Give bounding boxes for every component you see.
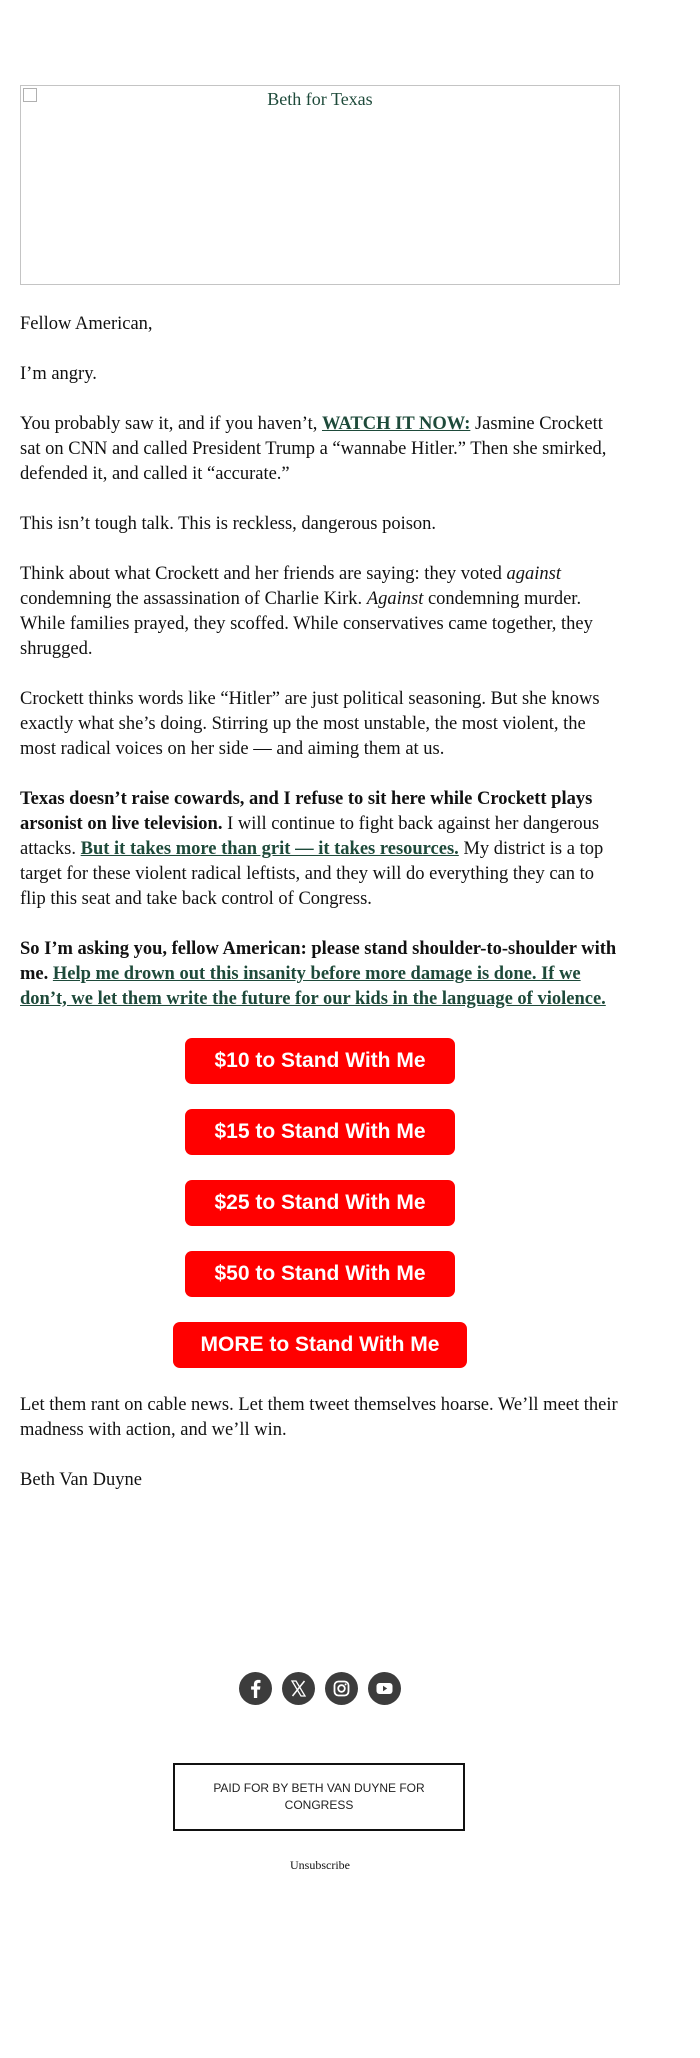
paragraph-think xyxy=(20,562,620,662)
paragraph-watch-text-2: Jasmine Crockett sat on CNN and called President Trump a “wannabe Hitler.” Then she smirked, defended it, and called it “accurate.” xyxy=(20,414,607,484)
donate-10-button[interactable]: $10 to Stand With Me xyxy=(185,1038,455,1084)
paragraph-ask xyxy=(20,937,620,1012)
donate-more-button[interactable]: MORE to Stand With Me xyxy=(173,1322,467,1368)
x-icon[interactable] xyxy=(282,1672,315,1705)
instagram-icon[interactable] xyxy=(325,1672,358,1705)
paragraph-texas-text-2: My district is a top target for these violent radical leftists, and they will do everything they can to flip this seat and take back control of Congress. xyxy=(20,839,604,909)
paragraph-crockett: Crockett thinks words like “Hitler” are just political seasoning. But she knows exactly what she’s doing. Stirring up the most unstable, the most violent, the most radical voices on her side — and aiming them at us. xyxy=(20,689,600,759)
paragraph-texas xyxy=(20,787,620,912)
donate-50-button[interactable]: $50 to Stand With Me xyxy=(185,1251,455,1297)
facebook-icon[interactable] xyxy=(239,1672,272,1705)
resources-link[interactable]: But it takes more than grit — it takes resources. xyxy=(80,839,459,859)
donate-15-button[interactable]: $15 to Stand With Me xyxy=(185,1109,455,1155)
header-image[interactable] xyxy=(20,85,620,285)
paragraph-closing: Let them rant on cable news. Let them tweet themselves hoarse. We’ll meet their madness with action, and we’ll win. xyxy=(20,1395,618,1440)
emphasis-against: against xyxy=(506,564,561,584)
paragraph-watch xyxy=(20,412,620,487)
header-image-alt: Beth for Texas xyxy=(267,89,373,109)
paragraph-think-text-2: condemning the assassination of Charlie Kirk. xyxy=(20,589,367,609)
email-body xyxy=(20,85,620,1493)
emphasis-against-2: Against xyxy=(366,589,424,609)
paragraph-angry: I’m angry. xyxy=(20,364,97,384)
social-links xyxy=(0,1672,640,1705)
donate-25-button[interactable]: $25 to Stand With Me xyxy=(185,1180,455,1226)
watch-it-now-link[interactable]: WATCH IT NOW: xyxy=(321,414,471,434)
paid-for-disclaimer: PAID FOR BY BETH VAN DUYNE FOR CONGRESS xyxy=(173,1763,465,1831)
paragraph-think-text-3: condemning murder. While families prayed, they scoffed. While conservatives came together, they shrugged. xyxy=(20,589,593,659)
paragraph-watch-text: You probably saw it, and if you haven’t, xyxy=(20,414,322,434)
paragraph-texas-bold: Texas doesn’t raise cowards, and I refuse to sit here while Crockett plays arsonist on live television. xyxy=(20,789,593,834)
paragraph-think-text: Think about what Crockett and her friends are saying: they voted xyxy=(20,564,507,584)
paragraph-poison: This isn’t tough talk. This is reckless, dangerous poison. xyxy=(20,514,437,534)
unsubscribe-link[interactable]: Unsubscribe xyxy=(290,1858,350,1872)
paragraph-texas-text: I will continue to fight back against her dangerous attacks. xyxy=(20,814,600,859)
youtube-icon[interactable] xyxy=(368,1672,401,1705)
greeting: Fellow American, xyxy=(20,314,153,334)
donation-buttons xyxy=(20,1038,620,1368)
signature: Beth Van Duyne xyxy=(20,1470,142,1490)
paragraph-ask-bold: So I’m asking you, fellow American: please stand shoulder-to-shoulder with me. xyxy=(20,939,617,984)
help-me-link[interactable]: Help me drown out this insanity before more damage is done. If we don’t, we let them write the future for our kids in the language of violence. xyxy=(20,964,606,1009)
